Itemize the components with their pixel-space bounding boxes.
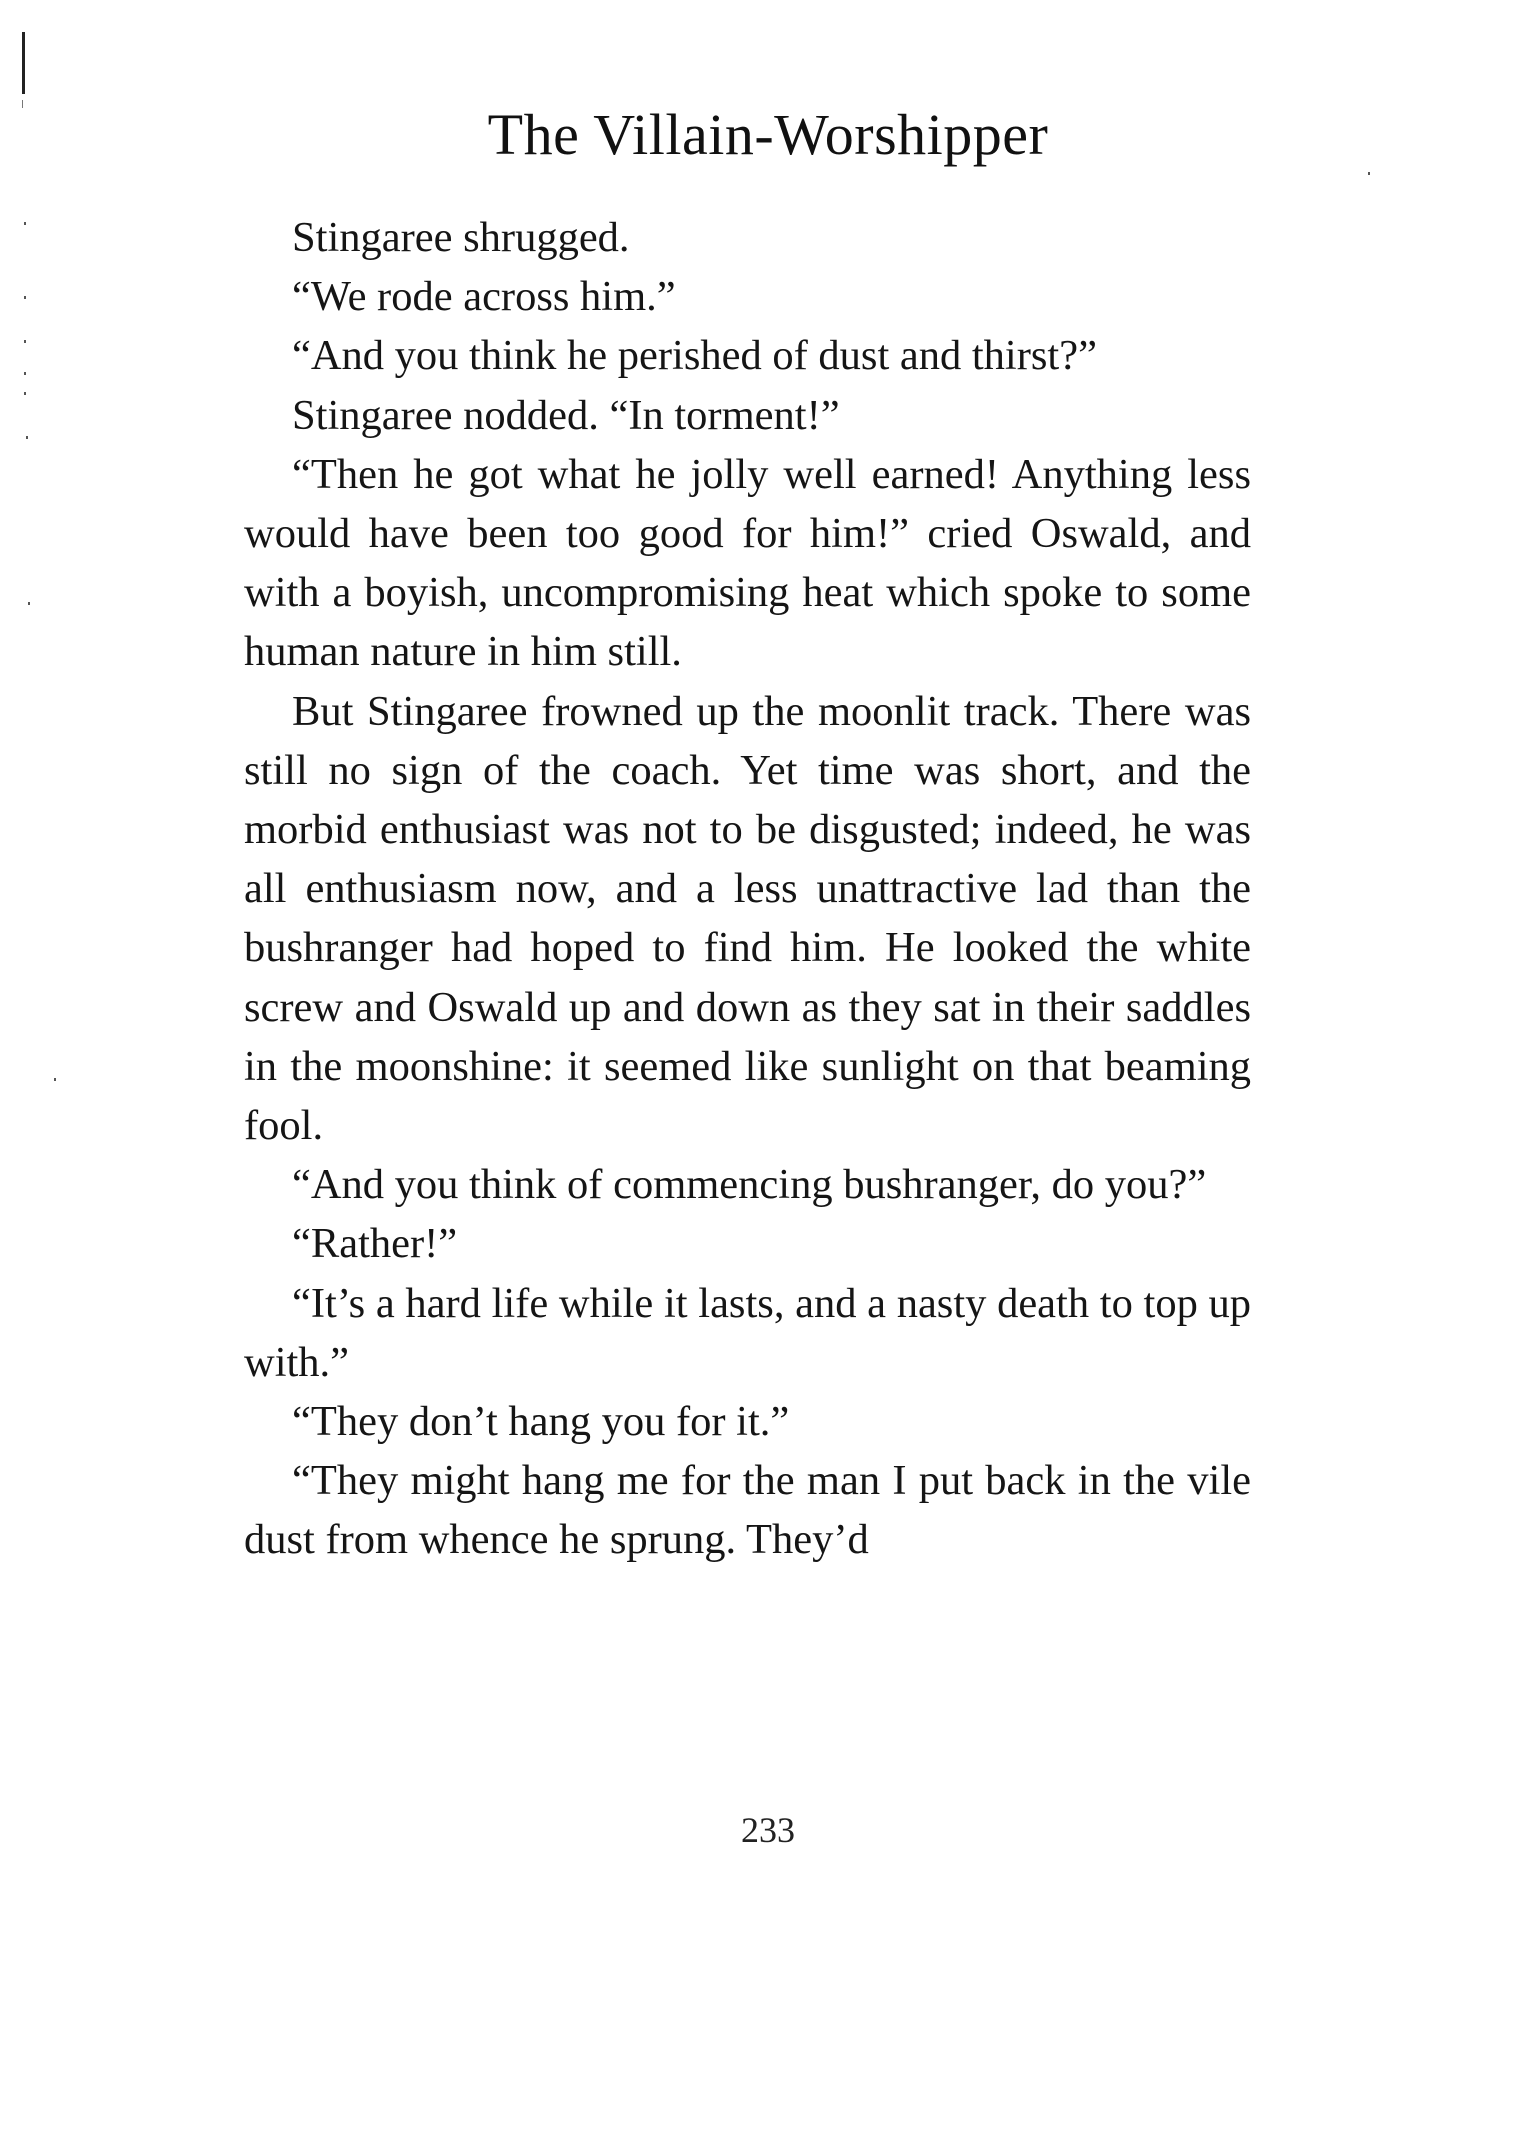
paragraph: “Then he got what he jolly well earned! Anything less would have been too good for him!” cried Oswald, and with a boyish, uncompromising heat which spoke to some human nature in him still. <box>244 450 1251 676</box>
paragraph: “They might hang me for the man I put back in the vile dust from whence he sprung. They’d <box>244 1457 1251 1564</box>
paragraph: Stingaree nodded. “In torment!” <box>292 391 840 439</box>
running-head: The Villain-Worshipper <box>487 102 1049 167</box>
scan-speck <box>26 436 28 439</box>
paragraph: “We rode across him.” <box>292 273 676 321</box>
paragraph: “And you think he perished of dust and thirst?” <box>292 332 1097 380</box>
paragraph: But Stingaree frowned up the moonlit track. There was still no sign of the coach. Yet time was short, and the morbid enthusiast was not to be disgusted; indeed, he was all enthusiasm now, and a less unattractive lad than the bushranger had hoped to find him. He looked the white screw and Oswald up and down as they sat in their saddles in the moonshine: it seemed like sunlight on that beaming fool. <box>244 687 1251 1150</box>
scan-edge-mark <box>22 32 25 94</box>
scan-speck <box>24 340 26 343</box>
paragraph: “And you think of commencing bushranger, do you?” <box>292 1161 1207 1209</box>
paragraph: “It’s a hard life while it lasts, and a nasty death to top up with.” <box>244 1279 1251 1386</box>
page-number: 233 <box>741 1810 795 1850</box>
body-text <box>244 208 1251 1570</box>
scan-speck <box>54 1078 56 1081</box>
scan-speck <box>24 392 26 395</box>
scan-speck <box>1368 172 1370 175</box>
scan-speck <box>24 222 26 225</box>
paragraph: “Rather!” <box>292 1220 458 1268</box>
scan-speck <box>24 296 26 299</box>
paragraph: “They don’t hang you for it.” <box>292 1398 790 1446</box>
scan-speck <box>24 372 26 375</box>
paragraph: Stingaree shrugged. <box>292 214 630 261</box>
scan-speck <box>28 602 30 605</box>
